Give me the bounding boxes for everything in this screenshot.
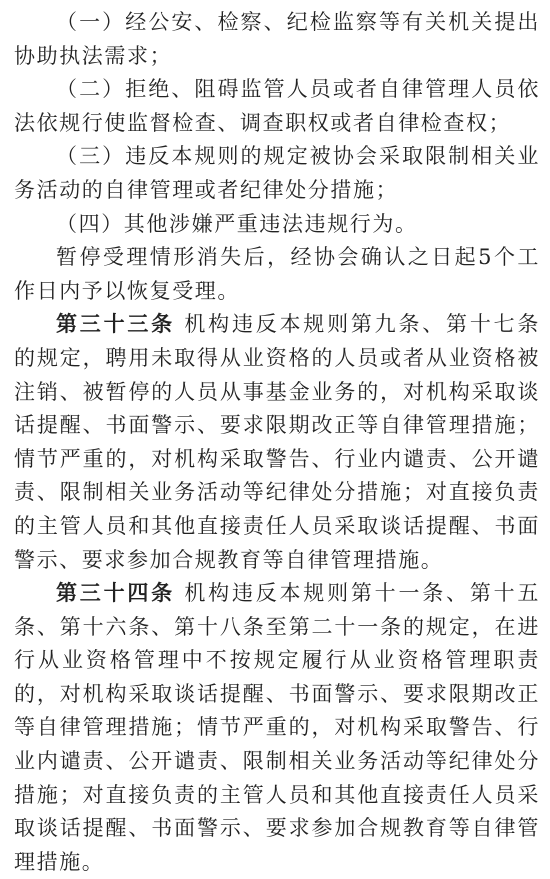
clause-item-4 xyxy=(14,208,540,242)
article-number: 第三十三条 xyxy=(56,312,175,337)
article-33 xyxy=(14,308,540,577)
clause-item-text: （二）拒绝、阻碍监管人员或者自律管理人员依法依规行使监督检查、调查职权或者自律检查权； xyxy=(14,77,540,135)
clause-item-text: （三）违反本规则的规定被协会采取限制相关业务活动的自律管理或者纪律处分措施； xyxy=(14,144,540,202)
clause-item-text: （一）经公安、检察、纪检监察等有关机关提出协助执法需求； xyxy=(14,10,540,68)
clause-item-3 xyxy=(14,140,540,207)
article-number: 第三十四条 xyxy=(56,581,175,606)
clause-item-2 xyxy=(14,73,540,140)
clause-item-text: （四）其他涉嫌严重违法违规行为。 xyxy=(56,211,418,236)
paragraph-text: 暂停受理情形消失后，经协会确认之日起5个工作日内予以恢复受理。 xyxy=(14,245,540,303)
clause-item-1 xyxy=(14,6,540,73)
article-34 xyxy=(14,577,540,879)
article-body: 机构违反本规则第十一条、第十五条、第十六条、第十八条至第二十一条的规定，在进行从业资格管理中不按规定履行从业资格管理职责的，对机构采取谈话提醒、书面警示、要求限期改正等自律管理措施；情节严重的，对机构采取警告、行业内谴责、公开谴责、限制相关业务活动等纪律处分措施；对直接负责的主管人员和其他直接责任人员采取谈话提醒、书面警示、要求参加合规教育等自律管理措施。 xyxy=(14,581,540,874)
resumption-paragraph xyxy=(14,241,540,308)
article-body: 机构违反本规则第九条、第十七条的规定，聘用未取得从业资格的人员或者从业资格被注销、被暂停的人员从事基金业务的，对机构采取谈话提醒、书面警示、要求限期改正等自律管理措施；情节严重的，对机构采取警告、行业内谴责、公开谴责、限制相关业务活动等纪律处分措施；对直接负责的主管人员和其他直接责任人员采取谈话提醒、书面警示、要求参加合规教育等自律管理措施。 xyxy=(14,312,540,572)
